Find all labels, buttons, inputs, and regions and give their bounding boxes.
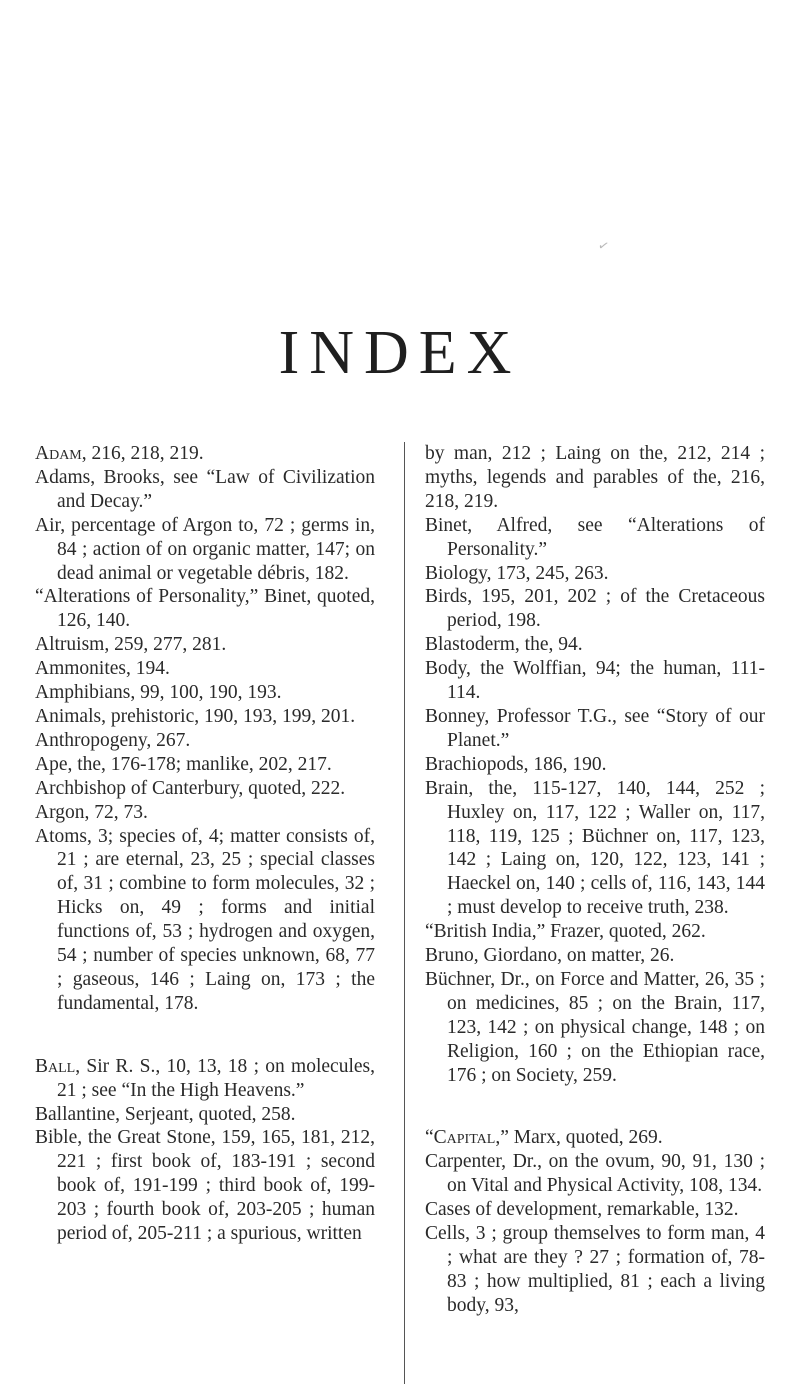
index-entry	[35, 705, 375, 729]
entry-text: Anthropogeny, 267.	[35, 729, 191, 751]
entry-text: , 216, 218, 219.	[81, 443, 204, 464]
index-entry	[425, 753, 765, 777]
index-entry	[35, 801, 375, 825]
index-entry	[425, 1222, 765, 1318]
entry-text: Brain, the, 115-127, 140, 144, 252 ; Huxley on, 117, 122 ; Waller on, 117, 118, 119, 125 ; Büchner on, 117, 123, 142 ; Laing on, 120, 122, 123, 141 ; Haeckel on, 140 ; cells of, 116, 143, 144 ; must develop to receive truth, 238.	[425, 777, 765, 919]
page-title: INDEX	[278, 319, 522, 387]
index-entry	[425, 1150, 765, 1198]
entry-text: Adams, Brooks, see “Law of Civilization and Decay.”	[35, 466, 375, 512]
entry-section-heading: Adam	[35, 443, 82, 464]
index-entry	[425, 585, 765, 633]
index-entry	[35, 633, 375, 657]
entry-text: “Alterations of Personality,” Binet, quoted, 126, 140.	[35, 586, 375, 632]
index-entry	[425, 1126, 765, 1150]
entry-text: Blastoderm, the, 94.	[425, 634, 583, 656]
entry-text: Cells, 3 ; group themselves to form man, 4 ; what are they ? 27 ; formation of, 78-83 ; how multiplied, 81 ; each a living body, 93,	[425, 1223, 765, 1316]
index-entry	[35, 585, 375, 633]
entry-text: Ape, the, 176-178; manlike, 202, 217.	[35, 753, 332, 775]
entry-text: Atoms, 3; species of, 4; matter consists of, 21 ; are eternal, 23, 25 ; special classes of, 31 ; combine to form molecules, 32 ; Hicks on, 49 ; forms and initial functions of, 53 ; hydrogen and oxygen, 54 ; number of species unknown, 68, 77 ; gaseous, 146 ; Laing on, 173 ; the fundamental, 178.	[35, 825, 375, 1014]
entry-text: Brachiopods, 186, 190.	[425, 753, 607, 775]
column-divider	[404, 442, 405, 1384]
entry-text: Ballantine, Serjeant, quoted, 258.	[35, 1103, 296, 1125]
entry-text: Archbishop of Canterbury, quoted, 222.	[35, 777, 346, 799]
entry-text: Birds, 195, 201, 202 ; of the Cretaceous period, 198.	[425, 586, 765, 632]
entry-text: ,” Marx, quoted, 269.	[495, 1127, 663, 1149]
entry-text: Cases of development, remarkable, 132.	[425, 1199, 739, 1221]
entry-text: Carpenter, Dr., on the ovum, 90, 91, 130 ; on Vital and Physical Activity, 108, 134.	[425, 1151, 765, 1197]
entry-text: , Sir R. S., 10, 13, 18 ; on molecules, 21 ; see “In the High Heavens.”	[57, 1055, 375, 1101]
entry-text: Biology, 173, 245, 263.	[425, 562, 609, 584]
index-entry	[425, 514, 765, 562]
index-entry	[425, 944, 765, 968]
entry-section-heading: Capital	[433, 1127, 496, 1149]
entry-text: Bonney, Professor T.G., see “Story of our Planet.”	[425, 705, 765, 751]
section-gap	[425, 1087, 765, 1126]
index-column-right	[425, 442, 765, 1318]
index-column-left	[35, 442, 375, 1246]
entry-text: Air, percentage of Argon to, 72 ; germs in, 84 ; action of on organic matter, 147; on dead animal or vegetable débris, 182.	[35, 514, 375, 584]
index-entry	[425, 777, 765, 920]
entry-text: Body, the Wolffian, 94; the human, 111-114.	[425, 658, 765, 704]
stray-check-mark: ✓	[596, 236, 611, 255]
entry-text: Animals, prehistoric, 190, 193, 199, 201.	[35, 705, 356, 727]
index-entry	[35, 466, 375, 514]
index-entry	[35, 1103, 375, 1127]
index-entry	[425, 562, 765, 586]
entry-text: Altruism, 259, 277, 281.	[35, 634, 227, 656]
entry-text: Büchner, Dr., on Force and Matter, 26, 35 ; on medicines, 85 ; on the Brain, 117, 123, 142 ; on physical change, 148 ; on Religion, 160 ; on the Ethiopian race, 176 ; on Society, 259.	[425, 968, 765, 1086]
index-entry	[425, 633, 765, 657]
entry-text: Amphibians, 99, 100, 190, 193.	[35, 682, 282, 704]
index-entry	[35, 442, 375, 466]
entry-text: Ammonites, 194.	[35, 658, 170, 680]
entry-text: Bruno, Giordano, on matter, 26.	[425, 945, 675, 967]
entry-text: Bible, the Great Stone, 159, 165, 181, 212, 221 ; first book of, 183-191 ; second book of, 191-199 ; third book of, 199-203 ; fourth book of, 203-205 ; human period of, 205-211 ; a spurious, written	[35, 1127, 375, 1245]
index-entry	[35, 753, 375, 777]
index-entry	[35, 681, 375, 705]
entry-text: “British India,” Frazer, quoted, 262.	[425, 921, 706, 943]
index-entry	[35, 729, 375, 753]
index-entry	[425, 1198, 765, 1222]
index-entry	[35, 514, 375, 586]
section-gap	[35, 1016, 375, 1055]
index-entry	[425, 705, 765, 753]
index-entry	[35, 825, 375, 1016]
index-entry	[425, 968, 765, 1088]
index-entry	[35, 1126, 375, 1246]
entry-text: by man, 212 ; Laing on the, 212, 214 ; myths, legends and parables of the, 216, 218, 219.	[425, 443, 765, 512]
index-entry	[425, 442, 765, 514]
entry-section-heading: Ball	[35, 1055, 76, 1077]
entry-text: Binet, Alfred, see “Alterations of Personality.”	[425, 514, 765, 560]
index-entry	[35, 777, 375, 801]
index-entry	[425, 920, 765, 944]
index-entry	[425, 657, 765, 705]
index-entry	[35, 657, 375, 681]
index-entry	[35, 1055, 375, 1103]
entry-text: Argon, 72, 73.	[35, 801, 148, 823]
entry-open-quote: “	[425, 1127, 434, 1149]
